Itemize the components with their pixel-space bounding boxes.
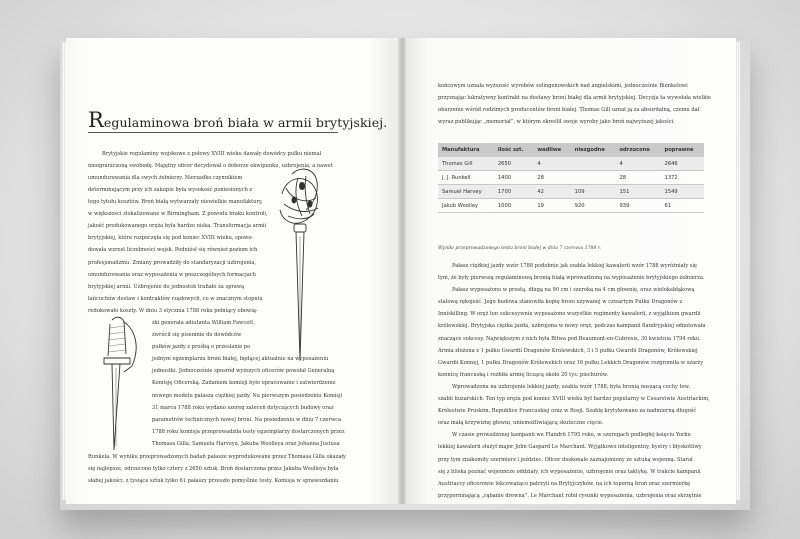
- text-line: oraz małą krzywiznę głowni, uniemożliwiającą skuteczne cięcie.: [438, 420, 604, 427]
- text-line: redukowało koszty. W dniu 3 stycznia 1788 roku pełniący obowią-: [88, 307, 258, 314]
- table-header: niezgodne: [571, 143, 616, 157]
- text-line: tego tytułu kosztów. Broń białą wytwarzały niewielkie manufaktury,: [88, 199, 263, 206]
- text-block-top: [438, 80, 711, 128]
- text-line: jednym egzemplarzu broni białej, będącej aktualnie na wyposażeniu: [152, 356, 329, 363]
- title-initial: R: [88, 108, 104, 132]
- text-line: Wprowadzona na uzbrojenie lekkiej jazdy, szabla wzór 1788, była bronią noszącą cechy tow.: [452, 383, 690, 390]
- text-line: determinującym przy ich zakupie była wysokość poniesionych z: [88, 187, 253, 193]
- table-cell: 109: [571, 185, 616, 199]
- text-line: zki generała adiutanta William Fawcett,: [152, 320, 255, 326]
- table-cell: Thomas Gill: [438, 157, 494, 171]
- table-header: ilość szt.: [494, 143, 533, 157]
- table-cell: 2650: [494, 157, 533, 171]
- table-header-row: [438, 143, 704, 157]
- title-underline: [88, 132, 338, 133]
- table-cell: 1000: [494, 199, 533, 213]
- text-line: 1788 roku komisja przeprowadziła testy egzemplarzy dostarczonych przez: [152, 428, 345, 435]
- table-cell: [571, 171, 616, 185]
- text-line: słabej jakości, z tysiąca sztuk tylko 61 pałaszy przeszło pomyślnie testy. Komisja w sprawozdaniu: [88, 478, 339, 485]
- text-line: umundurowania oraz wyposażenia w poszczególnych formacjach: [88, 271, 256, 278]
- text-line: Thomasa Gilla, Samuela Harveya, Jakuba Woolleya oraz Johanna Justusa: [152, 440, 340, 447]
- table-cell: 61: [661, 199, 704, 213]
- text-line: Brytyjskie regulaminy wojskowe z połowy XVIII wieku dawały dowódcy pułku niemal: [102, 151, 322, 157]
- text-line: w większości zlokalizowane w Birmingham. Z powodu braku kontroli,: [88, 211, 268, 218]
- text-line: 31 marca 1788 roku wydano szereg zaleceń dotyczących budowy oraz: [152, 404, 334, 411]
- table-row: [438, 171, 704, 185]
- text-line: Armia złożona z 1 pułku Gwardii Dragonów Królewskich, 3 i 5 pułku Gwardii Dragonów, Królewskiej: [438, 347, 698, 354]
- table-cell: 1372: [661, 171, 704, 185]
- text-line: Inniskilling. W oręż ten sukcesywnie wyposażono wszystkie regimenty kawalerii, z wyjątkiem gwardii: [438, 311, 701, 318]
- text-line: Runkela. W wyniku przeprowadzonych badań pałasze wyprodukowane przez Thomasa Gilla okazały: [88, 454, 346, 460]
- text-line: umundurowania dla swych żołnierzy. Nierzadko czynnikiem: [88, 175, 243, 182]
- text-line: łańcuchów dostaw i kontraktów rządowych, co w znacznym stopniu: [88, 295, 263, 302]
- text-line: W czasie prowadzonej kampanii we Flandrii 1795 roku, w szeregach podległej księciu Yorku: [452, 432, 691, 439]
- text-line: Komisję Oficerską. Zadaniem komisji było opracowanie i zatwierdzenie: [152, 380, 336, 387]
- title-text: egulaminowa broń biała w armii brytyjskiej.: [103, 115, 388, 130]
- right-page: [402, 38, 736, 504]
- text-line: lekkiej kawalerii służył major John Gaspard Le Marchant. Wyjątkowo inteligentny, bystry i błyskotliwy: [438, 444, 702, 451]
- text-line: brytyjskiej, która rozpoczęła się pod koniec XVIII wieku, spowo-: [88, 235, 254, 242]
- text-block-narrow: [88, 184, 270, 317]
- text-line: Austriaccy oficerowie lekceważąco patrzyli na Brytyjczyków, na ich toporną broń oraz szermierkę: [438, 480, 691, 487]
- table-row: [438, 199, 704, 213]
- table-cell: 151: [615, 185, 660, 199]
- left-page: [66, 38, 402, 504]
- table-row: [438, 157, 704, 171]
- table-cell: 28: [533, 171, 570, 185]
- text-block-body: [438, 260, 710, 502]
- page-stack-right: [736, 42, 740, 500]
- text-line: konnicę francuską i rozbiła armię liczącą około 20 tys. piechurów.: [438, 371, 609, 378]
- sword-illustration-stirrup-hilt: [86, 314, 148, 454]
- table-cell: Jakub Woolley: [438, 199, 494, 213]
- text-line: jednostki. Jednocześnie sposród wyższych oficerów powołał Generalną: [152, 368, 335, 375]
- table-cell: 19: [533, 199, 570, 213]
- table-cell: 4: [615, 157, 660, 171]
- table-cell: 42: [533, 185, 570, 199]
- table-cell: 1700: [494, 185, 533, 199]
- table-cell: Samuel Harvey: [438, 185, 494, 199]
- text-line: parametrów technicznych nowej broni. Na posiedzeniu w dniu 7 czerwca: [152, 416, 342, 423]
- text-line: nowego modelu pałasza ciężkiej jazdy. Na pierwszym posiedzeniu Komisji: [152, 392, 343, 399]
- table-cell: [571, 157, 616, 171]
- table-cell: 920: [571, 199, 616, 213]
- text-line: szabli huzarskich. Ten typ oręża pod koniec XVIII wieku był bardzo popularny w Cesarstwie Austriackim,: [438, 396, 710, 403]
- table-cell: 1549: [661, 185, 704, 199]
- table-cell: 4: [533, 157, 570, 171]
- text-line: brytyjskiej armii. Uzbrojenie do jednostek trafiało za sprawą: [88, 283, 245, 290]
- text-line: końcowym uznała wyższość wyrobów solingenowskich nad angielskimi, jednocześnie Bienkelowi: [438, 83, 688, 89]
- text-line: nieograniczoną swobodę. Majętny oficer decydował o doborze ekwipunku, uzbrojenia, a nawet: [88, 163, 333, 170]
- table-cell: 939: [615, 199, 660, 213]
- text-line: dowała wzrost liczebności wojsk. Podniósł się również poziom ich: [88, 247, 258, 254]
- text-line: jakość produkowanego oręża była bardzo niska. Transformacja armii: [88, 223, 267, 230]
- table-cell: J. J. Runkell: [438, 171, 494, 185]
- table-cell: 1400: [494, 171, 533, 185]
- test-results-table: [438, 143, 704, 213]
- text-line: przyporninającą „rąbanie drewna”. Le Marchant robił rysunki wyposażenia, uzbrojenia oraz skrzętnie: [438, 492, 702, 499]
- table-header: odrzucone: [615, 143, 660, 157]
- text-line: przyznając lukratywny kontrakt na dostawy broni białej dla armii brytyjskiej. Decyzja ta wywołała wielkie: [438, 95, 711, 102]
- page-title: [88, 108, 387, 132]
- table-header: wadliwe: [533, 143, 570, 157]
- table-header: poprawne: [661, 143, 704, 157]
- text-block-bottom: [88, 451, 346, 487]
- text-line: stalową rękojeść. Jego budowa stanowiła kopię broni używanej w czwartym Pułku Dragonów z: [438, 299, 683, 306]
- text-line: Królestwie Pruskim, Republice Francuskiej oraz w Rosji. Szablę krytykowano za nadmierną długość: [438, 408, 697, 415]
- text-line: wyraz publikując „memoriał”, w którym określił swoje wyroby jako broń najwyższej jakości.: [438, 119, 675, 126]
- text-line: profesjonalizmu. Zmiany prowadziły do standaryzacji uzbrojenia,: [88, 259, 257, 266]
- table-header: Manufaktura: [438, 143, 494, 157]
- text-line: zwrócił się pisemnie do dowódców: [152, 332, 242, 339]
- text-line: się z bliska poznać wojenncze oddziały, ich wyposażenie, uzbrojenie oraz taktykę. W trakcie kampanii: [438, 468, 701, 475]
- text-line: przy tym znakomity szermierz i jeździec. Oficer doskonale zaznajomiony ze sztuką wojenną. Starał: [438, 456, 693, 463]
- text-line: Pałasz ciężkiej jazdy wzór 1788 podobnie jak szabla lekkiej kawalerii wzór 1788 wyróżniały się: [452, 263, 698, 269]
- text-line: tym, że były pierwszą regulaminową bronią białą wprowadzoną na wyposażenie brytyjskiego żołnierza.: [438, 275, 705, 282]
- text-line: Gwardii Konnej, 1 pułku Dragonów Królewskich oraz 16 pułku Lekkich Dragonów rozgromiła w szarży: [438, 359, 704, 366]
- table-row: [438, 185, 704, 199]
- text-line: znaczące sukcesy. Największym z nich była Bitwa pod Beaumont-en-Cubresis, 30 kwietnia 1794 roku.: [438, 335, 701, 342]
- text-line: oburzenie wśród rodzimych producentów broni białej. Thomas Gill uznał ją za absurdalną, czemu dał: [438, 107, 700, 114]
- book-gutter: [398, 38, 406, 504]
- text-line: pułków jazdy z prośbą o przesłanie po: [152, 344, 251, 351]
- text-line: królewskiej. Brytyjska ciężka jazda, uzbrojona w nowy oręż, podczas kampanii flandryjskiej odnotowała: [438, 323, 706, 330]
- table-caption: Wyniki przeprowadzonego testu broni białej w dniu 7 czerwca 1788 r.: [438, 246, 601, 251]
- sword-illustration-basket-hilt: [272, 164, 342, 364]
- table-cell: 2646: [661, 157, 704, 171]
- text-line: się najlepsze, odrzucono tylko cztery z 2650 sztuk. Broń dostarczona przez Jakuba Woolleya była: [88, 466, 339, 473]
- text-line: Pałasz wyposażono w prostą, długą na 90 cm i szeroką na 4 cm głownię, oraz wielokabłąkową: [452, 287, 695, 294]
- table-cell: 28: [615, 171, 660, 185]
